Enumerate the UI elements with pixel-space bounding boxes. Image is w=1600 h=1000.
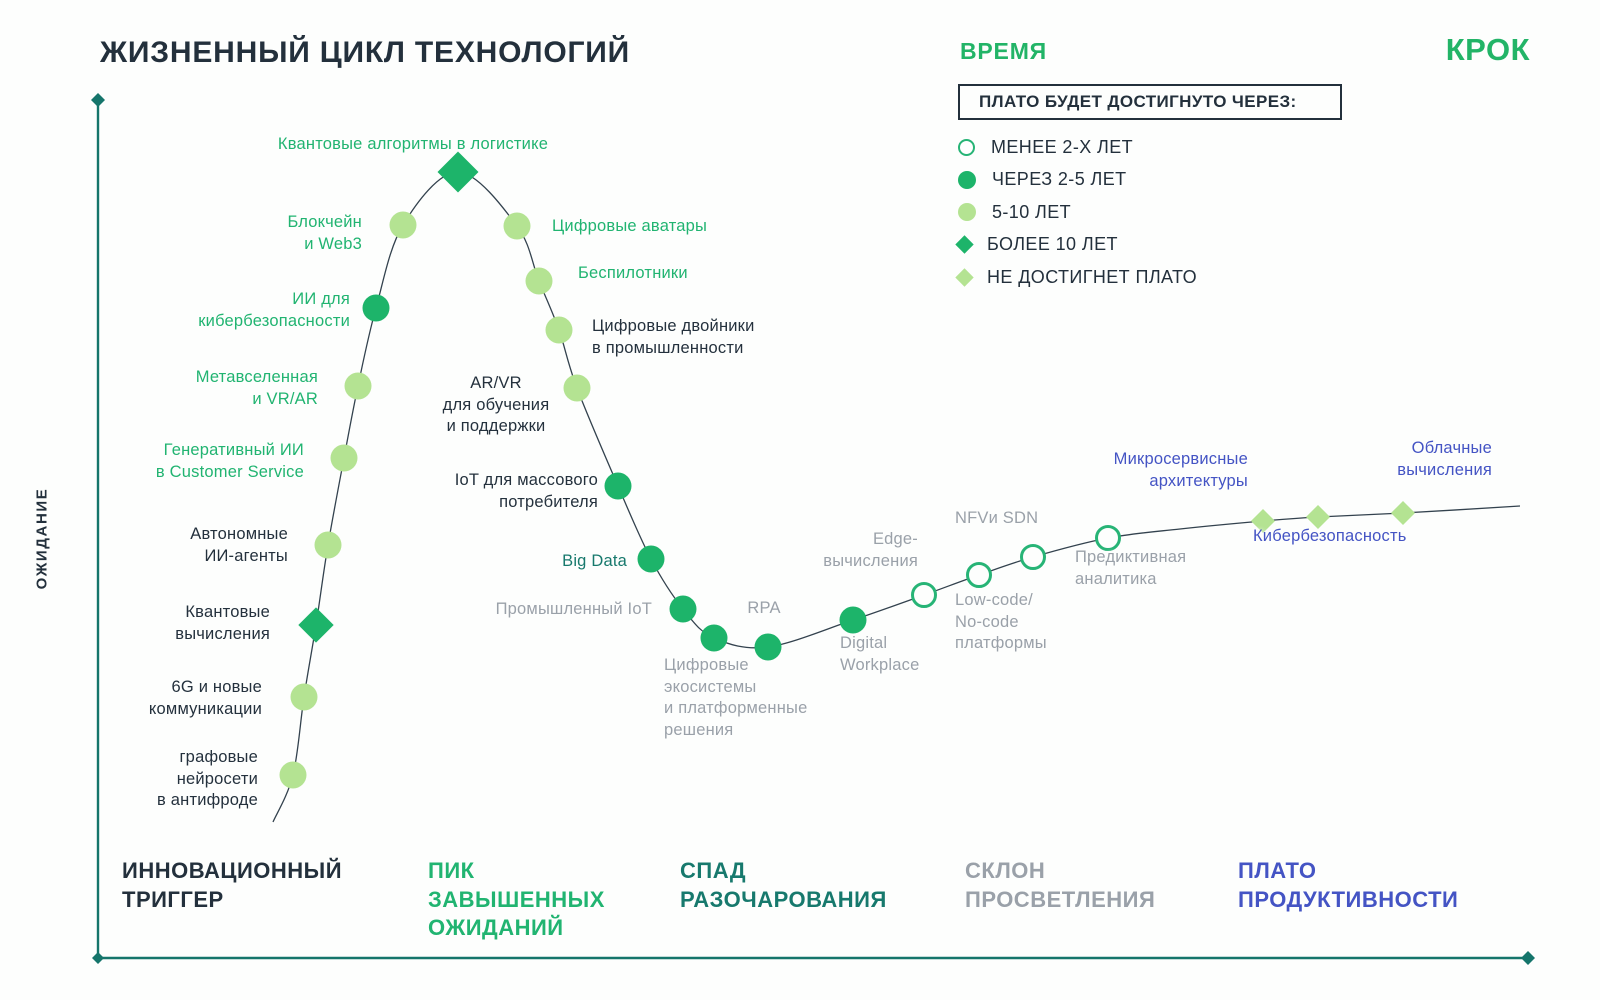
- label-digital-workplace: Digital Workplace: [840, 634, 920, 674]
- krok-logo: КРОК: [1445, 32, 1530, 67]
- point-generative-ai-customer-service: [331, 445, 358, 472]
- label-generative-ai-customer-service: Генеративный ИИ в Customer Service: [155, 441, 304, 481]
- point-big-data: [638, 546, 665, 573]
- label-6g-communications: 6G и новые коммуникации: [148, 678, 262, 718]
- label-graph-neural-antifraud: графовые нейросети в антифроде: [157, 748, 258, 809]
- label-quantum-logistics: Квантовые алгоритмы в логистике: [277, 135, 549, 153]
- label-digital-ecosystems-platforms: Цифровые экосистемы и платформенные решения: [664, 656, 808, 739]
- point-digital-ecosystems-platforms: [701, 625, 728, 652]
- legend-item-label: ЧЕРЕЗ 2-5 ЛЕТ: [992, 169, 1127, 189]
- label-blockchain-web3: Блокчейн и Web3: [287, 213, 362, 253]
- phase-plateau-of-productivity: ПЛАТО ПРОДУКТИВНОСТИ: [1238, 858, 1459, 912]
- phase-trough-of-disillusionment: СПАД РАЗОЧАРОВАНИЯ: [680, 858, 887, 912]
- legend-item-label: МЕНЕЕ 2-Х ЛЕТ: [991, 136, 1134, 157]
- point-metaverse-vr-ar: [345, 373, 372, 400]
- point-industrial-iot: [670, 596, 697, 623]
- label-iot-mass-consumer: IoT для массового потребителя: [454, 471, 598, 511]
- point-digital-avatars: [504, 213, 531, 240]
- point-low-code-no-code: [966, 562, 992, 588]
- label-predictive-analytics: Предиктивная аналитика: [1075, 548, 1187, 588]
- axis-origin-diamond-icon: [92, 952, 104, 964]
- point-graph-neural-antifraud: [280, 762, 307, 789]
- label-cybersecurity: Кибербезопасность: [1253, 527, 1407, 545]
- y-axis-arrow-icon: [91, 93, 105, 107]
- point-6g-communications: [291, 684, 318, 711]
- point-ai-cybersecurity: [363, 295, 390, 322]
- label-digital-avatars: Цифровые аватары: [552, 217, 708, 235]
- point-edge-computing: [911, 582, 937, 608]
- label-industrial-iot: Промышленный IoT: [495, 600, 652, 618]
- point-blockchain-web3: [390, 212, 417, 239]
- point-autonomous-ai-agents: [315, 532, 342, 559]
- label-edge-computing: Edge- вычисления: [823, 530, 918, 570]
- label-big-data: Big Data: [562, 552, 627, 570]
- label-ai-cybersecurity: ИИ для кибербезопасности: [198, 290, 350, 330]
- label-ar-vr-training-support: AR/VR для обучения и поддержки: [442, 374, 550, 435]
- label-microservice-architectures: Микросервисные архитектуры: [1113, 450, 1248, 490]
- legend-item-label: 5-10 ЛЕТ: [992, 201, 1072, 222]
- y-axis-label: ОЖИДАНИЕ: [33, 487, 51, 590]
- page-title: ЖИЗНЕННЫЙ ЦИКЛ ТЕХНОЛОГИЙ: [100, 36, 631, 69]
- point-nfv-sdn: [1020, 544, 1046, 570]
- phase-innovation-trigger: ИННОВАЦИОННЫЙ ТРИГГЕР: [122, 858, 343, 912]
- label-nfv-sdn: NFVи SDN: [955, 509, 1039, 527]
- legend-title: ПЛАТО БУДЕТ ДОСТИГНУТО ЧЕРЕЗ:: [979, 92, 1297, 111]
- point-digital-workplace: [840, 607, 867, 634]
- label-rpa: RPA: [747, 599, 781, 617]
- label-quantum-computing: Квантовые вычисления: [175, 603, 270, 643]
- phase-slope-of-enlightenment: СКЛОН ПРОСВЕТЛЕНИЯ: [965, 858, 1156, 912]
- legend-item-label: БОЛЕЕ 10 ЛЕТ: [987, 234, 1118, 254]
- label-autonomous-ai-agents: Автономные ИИ-агенты: [190, 525, 288, 565]
- label-digital-twins-industry: Цифровые двойники в промышленности: [592, 317, 755, 357]
- label-low-code-no-code: Low-code/ No-code платформы: [955, 591, 1047, 652]
- point-drones: [526, 268, 553, 295]
- label-cloud-computing: Облачные вычисления: [1397, 439, 1492, 479]
- point-iot-mass-consumer: [605, 473, 632, 500]
- phase-peak-of-expectations: ПИК ЗАВЫШЕННЫХ ОЖИДАНИЙ: [428, 858, 605, 940]
- x-axis-label: ВРЕМЯ: [960, 38, 1047, 64]
- point-digital-twins-industry: [546, 317, 573, 344]
- legend-item-label: НЕ ДОСТИГНЕТ ПЛАТО: [987, 266, 1198, 287]
- x-axis-arrow-icon: [1521, 951, 1535, 965]
- point-ar-vr-training-support: [564, 375, 591, 402]
- label-drones: Беспилотники: [578, 264, 688, 282]
- label-metaverse-vr-ar: Метавселенная и VR/AR: [195, 368, 318, 408]
